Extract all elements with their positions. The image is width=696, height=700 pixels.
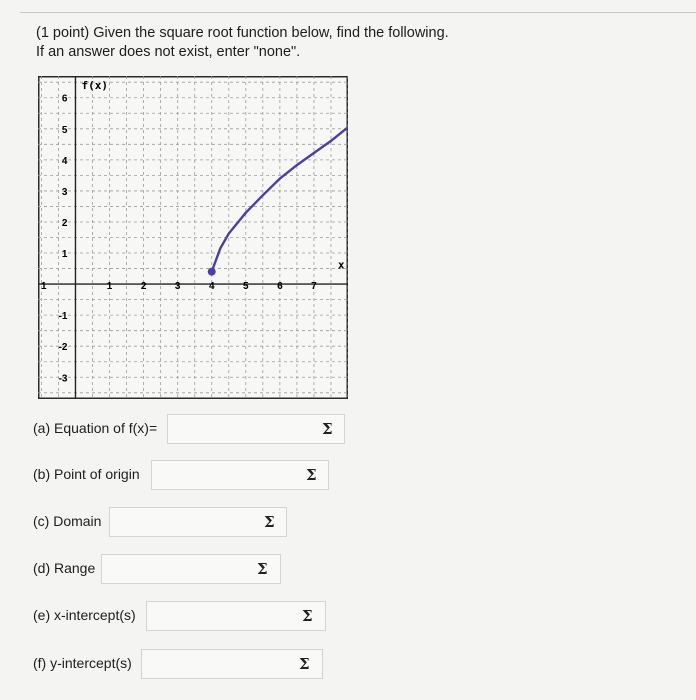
question-b-label: (b) Point of origin <box>33 466 140 482</box>
x-axis-label: x <box>337 258 345 272</box>
equation-input[interactable] <box>167 414 345 444</box>
x-intercepts-editor-icon[interactable]: Σ <box>302 607 313 625</box>
x-tick-label: 3 <box>174 281 181 293</box>
x-tick-label: 1 <box>106 281 113 293</box>
x-intercepts-input[interactable] <box>146 601 326 631</box>
domain-editor-icon[interactable]: Σ <box>264 513 275 531</box>
y-tick-label: 1 <box>61 249 68 261</box>
top-divider <box>20 12 696 13</box>
graph-frame <box>39 77 348 399</box>
point-of-origin-editor-icon[interactable]: Σ <box>306 466 317 484</box>
y-tick-label: 5 <box>61 124 68 136</box>
curve-start-point <box>208 268 216 276</box>
question-a-label: (a) Equation of f(x)= <box>33 420 158 436</box>
question-f-label: (f) y-intercept(s) <box>33 655 132 671</box>
left-edge-label: 1 <box>41 281 47 293</box>
question-c-label: (c) Domain <box>33 513 102 529</box>
y-intercepts-input[interactable] <box>141 649 323 679</box>
y-tick-label: 2 <box>61 217 68 229</box>
function-graph <box>38 76 348 399</box>
domain-input[interactable] <box>109 507 287 537</box>
point-of-origin-input[interactable] <box>151 460 329 490</box>
y-tick-label: -1 <box>58 311 68 323</box>
y-tick-label: -3 <box>58 373 68 385</box>
range-input[interactable] <box>101 554 281 584</box>
x-tick-label: 7 <box>311 281 317 293</box>
x-tick-label: 5 <box>243 281 249 293</box>
problem-line-1: (1 point) Given the square root function below, find the following. <box>36 25 449 41</box>
x-tick-label: 2 <box>140 281 147 293</box>
problem-statement <box>36 24 449 62</box>
y-axis-label: f(x) <box>81 79 108 92</box>
question-d-label: (d) Range <box>33 560 96 576</box>
y-tick-label: 3 <box>61 186 68 198</box>
range-editor-icon[interactable]: Σ <box>257 560 268 578</box>
y-intercepts-editor-icon[interactable]: Σ <box>299 655 310 673</box>
graph-svg <box>38 76 348 399</box>
question-e-label: (e) x-intercept(s) <box>33 607 136 623</box>
problem-line-2: If an answer does not exist, enter "none". <box>36 44 301 60</box>
y-tick-label: -2 <box>58 342 68 354</box>
y-tick-label: 6 <box>61 93 68 105</box>
equation-editor-icon[interactable]: Σ <box>322 420 333 438</box>
x-tick-label: 6 <box>277 281 283 293</box>
y-tick-label: 4 <box>61 155 68 167</box>
x-tick-label: 4 <box>208 281 215 293</box>
